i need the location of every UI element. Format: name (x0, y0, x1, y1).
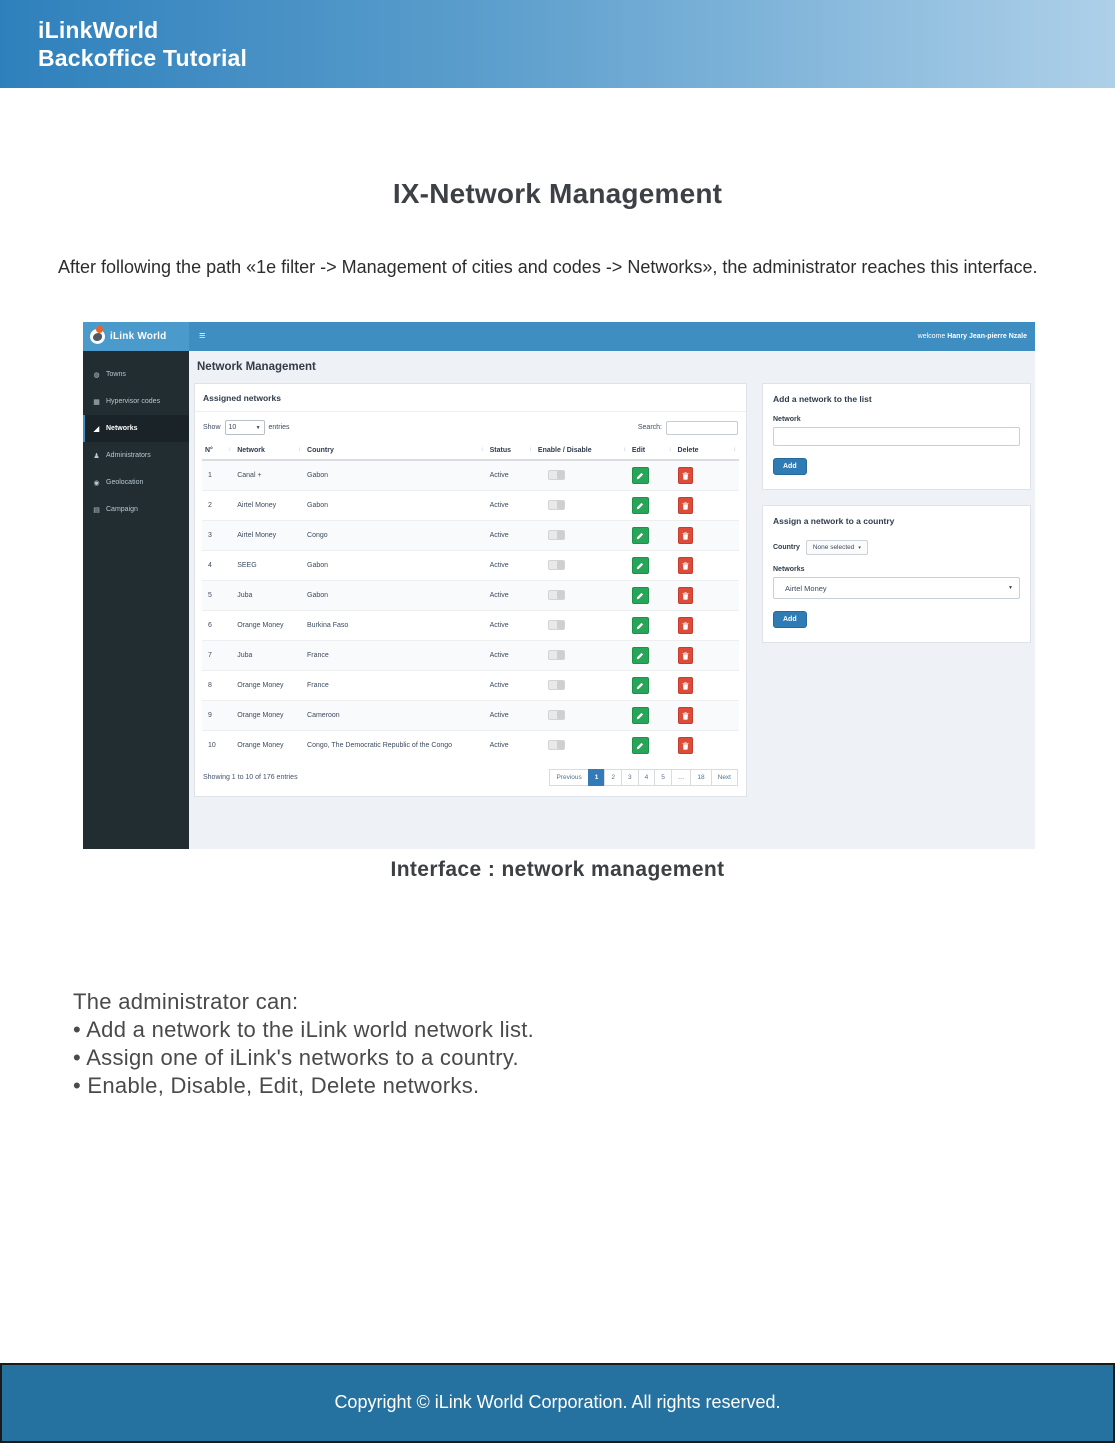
welcome-prefix: welcome (917, 333, 948, 340)
table-row (202, 701, 739, 731)
column-header[interactable] (304, 443, 487, 460)
search-label: Search: (637, 424, 662, 431)
status-value: Active (487, 521, 535, 551)
column-label: Enable / Disable (537, 447, 592, 454)
networks-field-label: Networks (773, 566, 805, 573)
network-name: Orange Money (234, 701, 304, 731)
toggle-cell (535, 701, 629, 731)
edit-cell (629, 671, 675, 701)
toggle-cell (535, 581, 629, 611)
toggle-knob (557, 591, 564, 599)
header-title-line1: iLinkWorld (38, 17, 159, 43)
screenshot-caption: Interface : network management (390, 858, 725, 881)
add-network-button[interactable]: Add (773, 458, 807, 475)
assigned-networks-panel (194, 383, 747, 797)
sidebar-item-label: Networks (106, 425, 138, 432)
sidebar-item-campaign[interactable] (83, 496, 189, 523)
network-name: Orange Money (234, 731, 304, 761)
header-title-line2: Backoffice Tutorial (38, 45, 248, 71)
delete-cell (675, 460, 739, 491)
status-value: Active (487, 551, 535, 581)
brand-name: iLink World (110, 331, 167, 342)
row-number: 3 (202, 521, 234, 551)
add-network-panel (762, 383, 1031, 490)
enable-disable-toggle[interactable] (548, 740, 565, 750)
delete-cell (675, 641, 739, 671)
toggle-cell (535, 731, 629, 761)
delete-cell (675, 671, 739, 701)
delete-button[interactable] (678, 467, 693, 484)
row-number: 4 (202, 551, 234, 581)
document-header-banner (0, 0, 1115, 88)
toggle-cell (535, 460, 629, 491)
enable-disable-toggle[interactable] (548, 710, 565, 720)
column-label: Status (489, 447, 511, 454)
country-name: Gabon (304, 460, 487, 491)
sidebar-item-geolocation[interactable] (83, 469, 189, 496)
pagination-button[interactable]: Next (711, 769, 738, 786)
network-name: Airtel Money (234, 491, 304, 521)
edit-cell (629, 460, 675, 491)
network-name: Canal + (234, 460, 304, 491)
caret-down-icon: ▼ (255, 424, 261, 431)
column-label: Network (237, 447, 265, 454)
page-title: IX-Network Management (392, 178, 723, 209)
delete-button[interactable] (678, 677, 693, 694)
networks-table (202, 443, 739, 760)
delete-cell (675, 611, 739, 641)
sidebar-item-towns[interactable] (83, 361, 189, 388)
admin-capabilities (73, 988, 534, 1100)
edit-cell (629, 731, 675, 761)
networks-select-value: Airtel Money (785, 583, 827, 593)
delete-cell (675, 731, 739, 761)
toggle-knob (557, 621, 564, 629)
column-label: Delete (677, 447, 699, 454)
network-name: SEEG (234, 551, 304, 581)
edit-cell (629, 521, 675, 551)
column-header[interactable] (487, 443, 535, 460)
intro-paragraph: After following the path «1e filter -> Management of cities and codes -> Networks», the administrator reaches this interface. (58, 257, 1038, 277)
status-value: Active (487, 731, 535, 761)
toggle-knob (557, 531, 564, 539)
edit-button[interactable] (632, 527, 649, 544)
delete-cell (675, 491, 739, 521)
table-controls (195, 412, 746, 443)
search-wrap (638, 421, 738, 435)
delete-button[interactable] (678, 497, 693, 514)
page-length-value: 10 (228, 424, 237, 431)
network-name: Juba (234, 641, 304, 671)
globe-icon: ◍ (93, 371, 100, 379)
hamburger-menu-icon[interactable]: ≡ (199, 330, 206, 342)
enable-disable-toggle[interactable] (548, 470, 565, 480)
admin-capabilities-lead: The administrator can: (73, 989, 299, 1014)
entries-summary: Showing 1 to 10 of 176 entries (203, 774, 298, 781)
enable-disable-toggle[interactable] (548, 620, 565, 630)
row-number: 5 (202, 581, 234, 611)
column-label: Country (307, 447, 334, 454)
column-label: N° (205, 447, 213, 454)
table-row (202, 491, 739, 521)
assign-add-button[interactable]: Add (773, 611, 807, 628)
toggle-cell (535, 641, 629, 671)
assigned-panel-title: Assigned networks (195, 384, 746, 412)
edit-button[interactable] (632, 647, 649, 664)
sidebar-item-hypervisor-codes[interactable] (83, 388, 189, 415)
entries-label: entries (268, 424, 290, 431)
status-value: Active (487, 701, 535, 731)
bullet-item: • Enable, Disable, Edit, Delete networks. (73, 1073, 480, 1098)
pagination-button[interactable]: … (671, 769, 692, 786)
sort-icon: ↕ (228, 447, 232, 453)
table-row (202, 611, 739, 641)
delete-cell (675, 701, 739, 731)
column-header[interactable] (234, 443, 304, 460)
map-marker-icon: ◉ (93, 479, 100, 487)
app-topbar (83, 322, 1035, 351)
status-value: Active (487, 460, 535, 491)
edit-button[interactable] (632, 557, 649, 574)
table-row (202, 731, 739, 761)
toggle-cell (535, 611, 629, 641)
sort-icon: ↕ (298, 447, 302, 453)
enable-disable-toggle[interactable] (548, 680, 565, 690)
caret-down-icon: ▼ (1008, 585, 1013, 591)
row-number: 6 (202, 611, 234, 641)
row-number: 9 (202, 701, 234, 731)
add-panel-title: Add a network to the list (773, 394, 872, 404)
column-label: Edit (631, 447, 646, 454)
search-input[interactable] (666, 421, 738, 435)
table-row (202, 641, 739, 671)
enable-disable-toggle[interactable] (548, 560, 565, 570)
country-row (773, 540, 1020, 555)
copyright-footer: Copyright © iLink World Corporation. All rights reserved. (0, 1363, 1115, 1443)
edit-cell (629, 491, 675, 521)
list-icon: ▤ (93, 506, 100, 514)
status-value: Active (487, 611, 535, 641)
toggle-knob (557, 471, 564, 479)
sidebar-item-label: Hypervisor codes (106, 398, 161, 405)
sort-icon: ↕ (622, 447, 626, 453)
enable-disable-toggle[interactable] (548, 650, 565, 660)
row-number: 8 (202, 671, 234, 701)
table-row (202, 671, 739, 701)
pagination (550, 769, 738, 786)
pagination-button[interactable]: 18 (690, 769, 711, 786)
country-dropdown[interactable] (806, 540, 868, 555)
table-row (202, 581, 739, 611)
enable-disable-toggle[interactable] (548, 590, 565, 600)
welcome-user-name: Hanry Jean-pierre Nzale (947, 333, 1027, 340)
sidebar-item-administrators[interactable] (83, 442, 189, 469)
ilink-logo-icon (90, 329, 105, 344)
delete-button[interactable] (678, 737, 693, 754)
network-field-label: Network (773, 416, 801, 423)
delete-button[interactable] (678, 527, 693, 544)
sidebar-item-label: Towns (106, 371, 126, 378)
country-name: Gabon (304, 491, 487, 521)
sort-icon: ↕ (480, 447, 484, 453)
pagination-button[interactable]: 4 (638, 769, 656, 786)
sort-icon: ↕ (528, 447, 532, 453)
pagination-button[interactable]: Previous (549, 769, 588, 786)
table-row (202, 551, 739, 581)
sidebar-item-networks[interactable] (83, 415, 189, 442)
country-name: France (304, 641, 487, 671)
pagination-button[interactable]: 1 (588, 769, 606, 786)
sidebar-menu (83, 351, 189, 849)
column-header[interactable] (535, 443, 629, 460)
edit-button[interactable] (632, 737, 649, 754)
toggle-cell (535, 491, 629, 521)
row-number: 1 (202, 460, 234, 491)
country-field-label: Country (773, 544, 800, 551)
country-name: Cameroon (304, 701, 487, 731)
status-value: Active (487, 581, 535, 611)
sort-icon: ↕ (668, 447, 672, 453)
edit-button[interactable] (632, 467, 649, 484)
network-name: Orange Money (234, 611, 304, 641)
delete-button[interactable] (678, 617, 693, 634)
sidebar-item-label: Administrators (106, 452, 151, 459)
network-name: Orange Money (234, 671, 304, 701)
network-name: Airtel Money (234, 521, 304, 551)
table-footer (195, 760, 746, 796)
country-dropdown-value: None selected (812, 544, 855, 551)
row-number: 2 (202, 491, 234, 521)
welcome-message (918, 333, 1035, 340)
toggle-cell (535, 521, 629, 551)
delete-cell (675, 581, 739, 611)
sort-icon: ↕ (733, 447, 736, 453)
edit-button[interactable] (632, 587, 649, 604)
pagination-button[interactable]: 5 (654, 769, 672, 786)
assign-panel-title: Assign a network to a country (773, 516, 895, 526)
show-label: Show (203, 424, 221, 431)
bullet-item: • Assign one of iLink's networks to a country. (73, 1045, 519, 1070)
delete-cell (675, 551, 739, 581)
main-row (194, 383, 1031, 797)
toggle-knob (557, 681, 564, 689)
globe-land-shape (93, 333, 102, 341)
app-screenshot (83, 322, 1035, 849)
status-value: Active (487, 641, 535, 671)
delete-button[interactable] (678, 557, 693, 574)
country-name: Gabon (304, 551, 487, 581)
country-name: Burkina Faso (304, 611, 487, 641)
enable-disable-toggle[interactable] (548, 530, 565, 540)
status-value: Active (487, 671, 535, 701)
app-page-heading: Network Management (197, 361, 316, 373)
pagination-button[interactable]: 3 (621, 769, 639, 786)
edit-cell (629, 581, 675, 611)
sidebar-item-label: Campaign (106, 506, 138, 513)
column-header[interactable] (629, 443, 675, 460)
country-name: Gabon (304, 581, 487, 611)
caret-down-icon: ▾ (858, 544, 861, 551)
app-brand[interactable] (83, 322, 189, 351)
page-length-select[interactable] (225, 420, 265, 435)
network-name-input[interactable] (773, 427, 1020, 446)
delete-button[interactable] (678, 647, 693, 664)
toggle-cell (535, 671, 629, 701)
grid-list-icon: ▦ (93, 398, 100, 406)
table-row (202, 521, 739, 551)
user-icon: ♟ (93, 452, 100, 460)
country-name: France (304, 671, 487, 701)
row-number: 10 (202, 731, 234, 761)
country-name: Congo, The Democratic Republic of the Congo (304, 731, 487, 761)
toggle-knob (557, 741, 564, 749)
networks-table-body (202, 460, 739, 760)
pagination-button[interactable]: 2 (604, 769, 622, 786)
column-header[interactable] (675, 443, 739, 460)
table-row (202, 460, 739, 491)
networks-table-head-row (202, 443, 739, 460)
edit-button[interactable] (632, 617, 649, 634)
delete-cell (675, 521, 739, 551)
edit-cell (629, 551, 675, 581)
app-content (189, 351, 1035, 849)
delete-button[interactable] (678, 707, 693, 724)
edit-cell (629, 701, 675, 731)
toggle-cell (535, 551, 629, 581)
row-number: 7 (202, 641, 234, 671)
delete-button[interactable] (678, 587, 693, 604)
edit-button[interactable] (632, 707, 649, 724)
edit-button[interactable] (632, 677, 649, 694)
sidebar-item-label: Geolocation (106, 479, 144, 486)
status-value: Active (487, 491, 535, 521)
toggle-knob (557, 651, 564, 659)
toggle-knob (557, 561, 564, 569)
enable-disable-toggle[interactable] (548, 500, 565, 510)
toggle-knob (557, 501, 564, 509)
column-header[interactable] (202, 443, 234, 460)
networks-select[interactable] (773, 577, 1020, 599)
edit-button[interactable] (632, 497, 649, 514)
network-name: Juba (234, 581, 304, 611)
assign-network-panel (762, 505, 1031, 643)
signal-chart-icon: ◢ (93, 425, 100, 433)
right-column (762, 383, 1031, 797)
edit-cell (629, 611, 675, 641)
edit-cell (629, 641, 675, 671)
bullet-item: • Add a network to the iLink world network list. (73, 1017, 535, 1042)
toggle-knob (557, 711, 564, 719)
country-name: Congo (304, 521, 487, 551)
